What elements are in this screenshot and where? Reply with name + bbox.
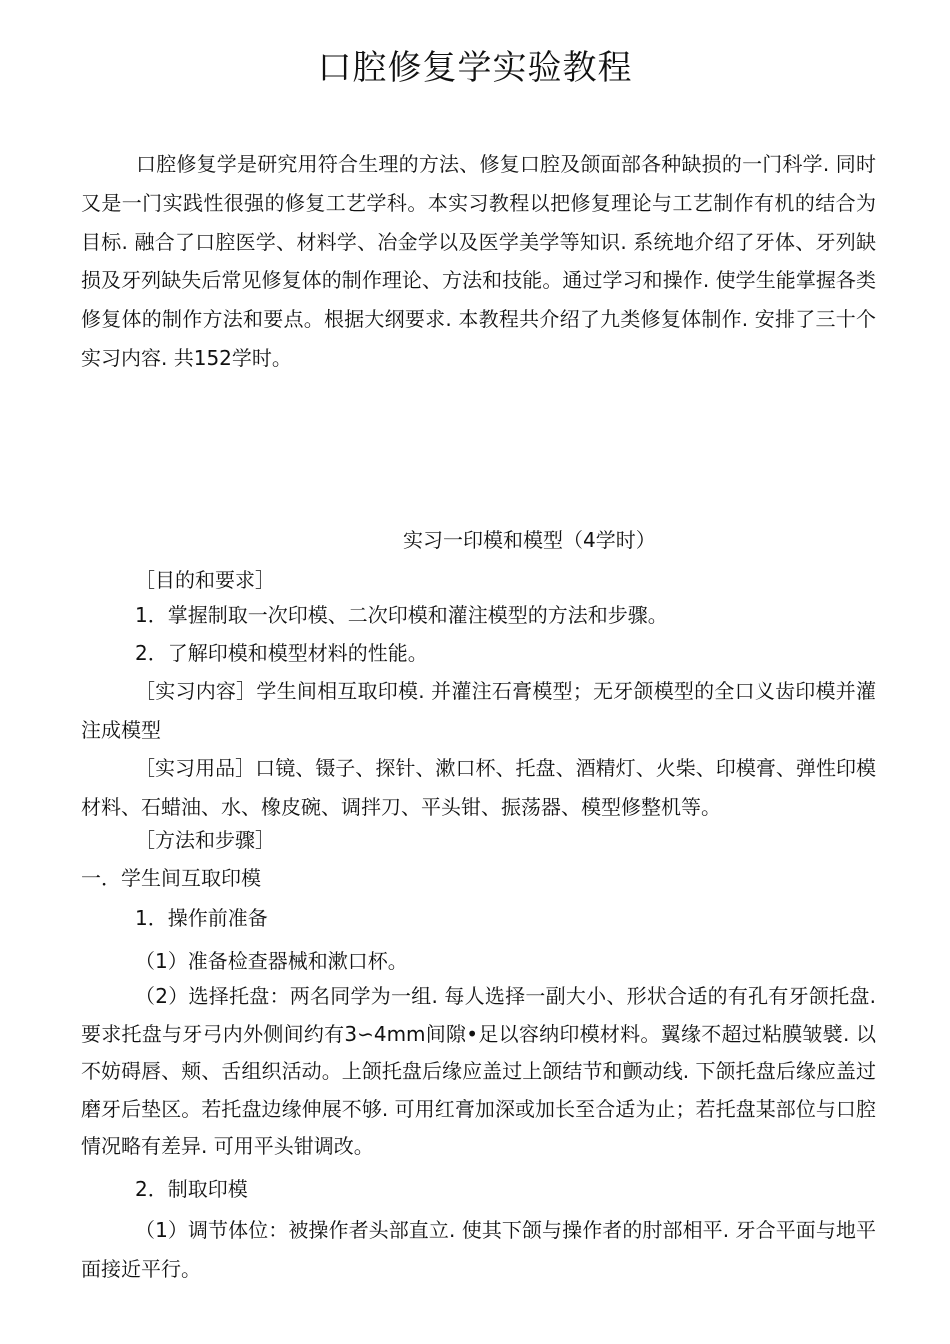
intro-paragraph: 口腔修复学是研究用符合生理的方法、修复口腔及颌面部各种缺损的一门科学. 同时又是一门实践性很强的修复工艺学科。本实习教程以把修复理论与工艺制作有机的结合为目标. 融合了口腔医学、材料学、冶金学以及医学美学等知识. 系统地介绍了牙体、牙列缺损及牙列缺失后常见修复体的制作理论、方法和技能。通过学习和操作. 使学生能掌握各类修复体的制作方法和要点。根据大纲要求. 本教程共介绍了九类修复体制作. 安排了三十个实习内容. 共152学时。 bbox=[81, 152, 876, 370]
step-1-2-paragraph: （2）选择托盘：两名同学为一组. 每人选择一副大小、形状合适的有孔有牙颌托盘. 要求托盘与牙弓内外侧间约有3∽4mm间隙•足以容纳印模材料。翼缘不超过粘膜皱襞. 以不妨碍唇、颊、舌组织活动。上颌托盘后缘应盖过上颌结节和颤动线. 下颌托盘后缘应盖过磨牙后垫区。若托盘边缘伸展不够. 可用红膏加深或加长至合适为止；若托盘某部位与口腔情况略有差异. 可用平头钳调改。 bbox=[81, 984, 876, 1158]
objective-item-1: 1．掌握制取一次印模、二次印模和灌注模型的方法和步骤。 bbox=[135, 603, 668, 627]
objectives-label: ［目的和要求］ bbox=[135, 568, 275, 592]
document-title: 口腔修复学实验教程 bbox=[317, 48, 633, 88]
step-1-1: （1）准备检查器械和漱口杯。 bbox=[135, 949, 408, 973]
content-paragraph: ［实习内容］学生间相互取印模. 并灌注石膏模型；无牙颌模型的全口义齿印模并灌注成模型 bbox=[81, 679, 876, 742]
supplies-paragraph: ［实习用品］口镜、镊子、探针、漱口杯、托盘、酒精灯、火柴、印模膏、弹性印模材料、石蜡油、水、橡皮碗、调拌刀、平头钳、振荡器、模型修整机等。 bbox=[81, 756, 876, 819]
step-heading-2: 2．制取印模 bbox=[135, 1177, 248, 1201]
part-heading: 一．学生间互取印模 bbox=[81, 866, 261, 890]
objective-item-2: 2．了解印模和模型材料的性能。 bbox=[135, 641, 428, 665]
methods-label: ［方法和步骤］ bbox=[135, 828, 275, 852]
step-heading-1: 1．操作前准备 bbox=[135, 906, 268, 930]
section-heading: 实习一印模和模型（4学时） bbox=[403, 528, 656, 552]
step-2-1-paragraph: （1）调节体位：被操作者头部直立. 使其下颌与操作者的肘部相平. 牙合平面与地平面接近平行。 bbox=[81, 1218, 876, 1281]
